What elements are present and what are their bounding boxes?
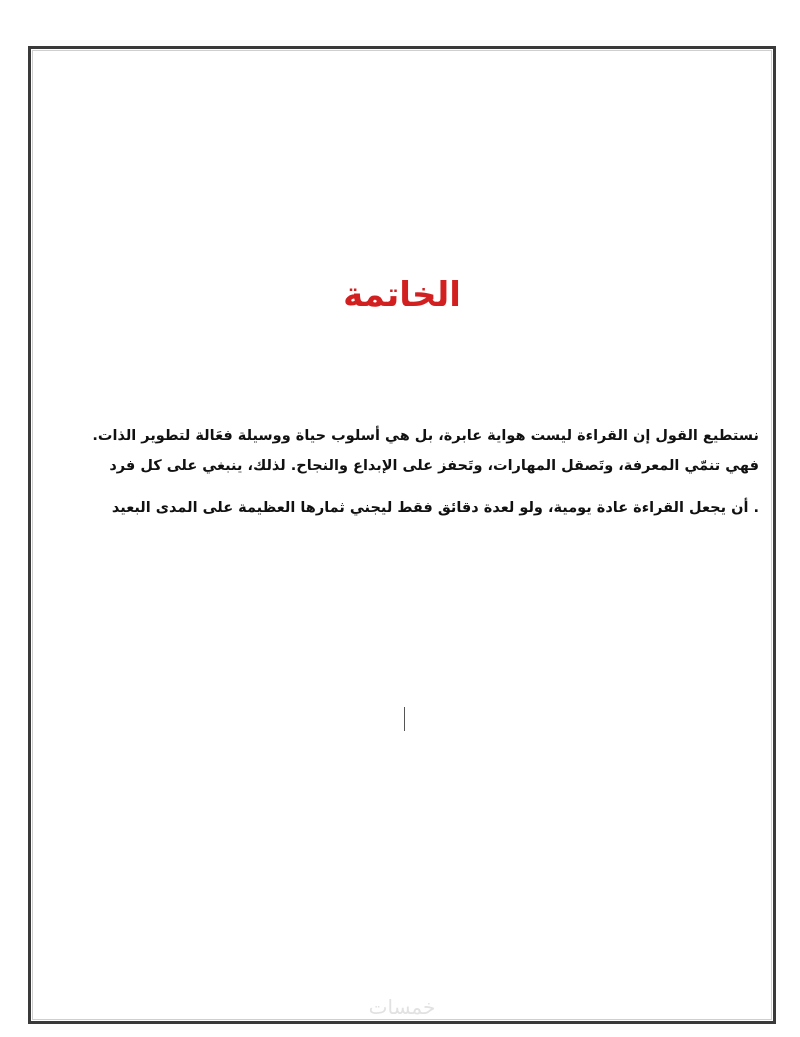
conclusion-paragraph	[61, 421, 759, 523]
document-page	[28, 46, 776, 1024]
watermark-logo: خمسات	[368, 995, 436, 1019]
paragraph-line-1: نستطيع القول إن القراءة ليست هواية عابرة، بل هي أسلوب حياة ووسيلة فعَالة لتطوير الذات.	[92, 428, 759, 444]
paragraph-line-3: . أن يجعل القراءة عادة يومية، ولو لعدة دقائق فقط ليجني ثمارها العظيمة على المدى البعيد	[111, 500, 759, 516]
text-cursor[interactable]	[404, 707, 405, 731]
page-title: الخاتمة	[343, 275, 461, 315]
paragraph-line-2: فهي تنمّي المعرفة، وتَصقل المهارات، وتَحفز على الإبداع والنجاح. لذلك، ينبغي على كل فرد	[109, 458, 759, 474]
